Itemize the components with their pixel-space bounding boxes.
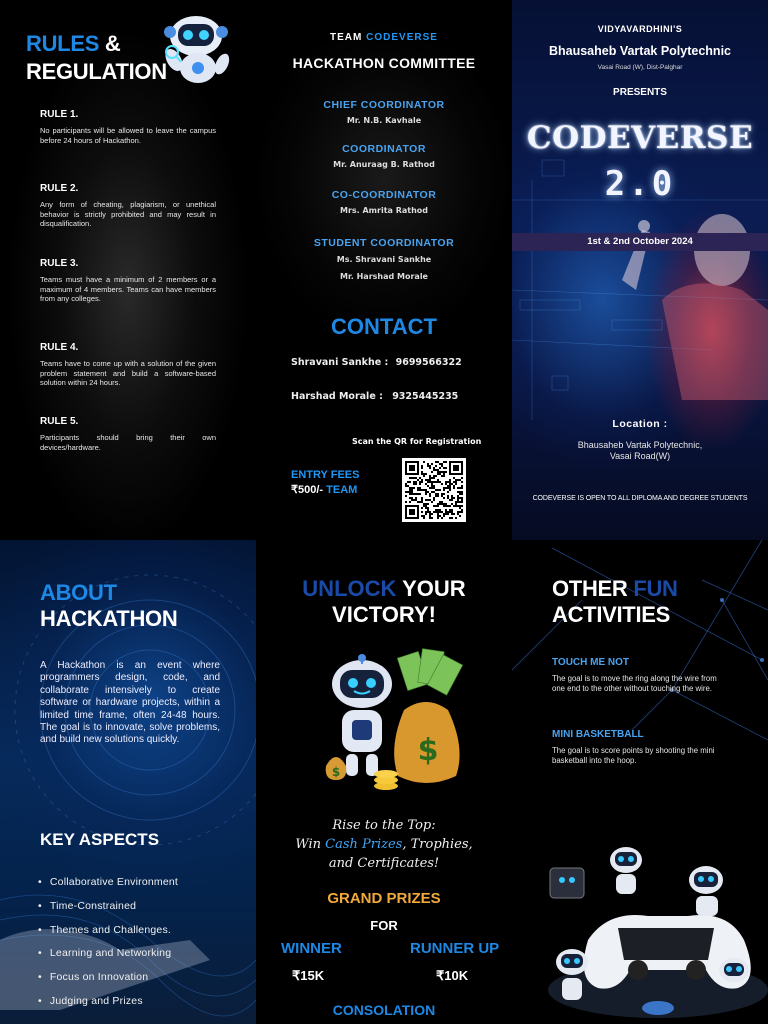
entry-fee-amount: ₹500/-: [291, 484, 324, 496]
rule-heading: RULE 4.: [40, 342, 79, 353]
unlock-title: [256, 576, 512, 628]
activity-description: The goal is to score points by shooting the mini basketball into the hoop.: [552, 746, 715, 765]
rule-item: [40, 416, 216, 452]
committee-role-block: [256, 189, 512, 215]
location-heading: Location :: [612, 418, 668, 430]
rule-item: [40, 342, 216, 388]
grand-prizes-title: GRAND PRIZES: [327, 890, 441, 907]
robots-game-controller-icon: [538, 820, 768, 1020]
trophies-word: , Trophies,: [402, 837, 473, 852]
contact-name: Shravani Sankhe :: [291, 357, 389, 368]
team-label: [256, 32, 512, 43]
consolation-label: CONSOLATION: [332, 1002, 436, 1018]
runner-up-label: RUNNER UP: [410, 940, 500, 957]
list-item: • Focus on Innovation: [38, 971, 178, 995]
team-name: CODEVERSE: [366, 32, 438, 43]
event-version: 2.0: [604, 164, 676, 204]
institute-line-1: VIDYAVARDHINI'S: [597, 24, 683, 34]
prizes-panel: [256, 540, 512, 1024]
about-description: A Hackathon is an event where programmers design, code, and collaborate intensively to create software or hardware projects, within a limited time frame, often 24-48 hours. The goal is to innovate, solve problems, and build new solutions quickly.: [40, 660, 220, 746]
eligibility-note: CODEVERSE IS OPEN TO ALL DIPLOMA AND DEGREE STUDENTS: [532, 495, 748, 502]
committee-role-block: [256, 99, 512, 125]
role-title: CO-COORDINATOR: [331, 189, 437, 201]
role-title: CHIEF COORDINATOR: [323, 99, 445, 111]
about-title-word: ABOUT: [40, 580, 117, 605]
rule-heading: RULE 1.: [40, 109, 79, 120]
cash-prizes-word: Cash Prizes: [325, 837, 403, 852]
location-line: Bhausaheb Vartak Polytechnic,: [577, 440, 703, 450]
fun-word: FUN: [633, 576, 678, 601]
person-name: Mr. Anuraag B. Rathod: [333, 160, 435, 169]
activities-panel: [512, 540, 768, 1024]
committee-role-block: [256, 143, 512, 169]
activities-title: [552, 576, 678, 628]
qr-code-icon: [405, 461, 463, 519]
other-word: OTHER: [552, 576, 628, 601]
cover-panel: [512, 0, 768, 540]
committee-panel: [256, 0, 512, 540]
unlock-word: UNLOCK: [302, 576, 397, 601]
list-item: • Collaborative Environment: [38, 876, 178, 900]
robot-money-bag-icon: [316, 648, 466, 798]
institute-address: Vasai Road (W), Dist-Palghar: [597, 64, 683, 71]
victory-word: VICTORY!: [332, 602, 436, 627]
rule-text: Participants should bring their own devices/hardware.: [40, 433, 216, 452]
svg-text:$: $: [417, 733, 439, 768]
list-item: • Themes and Challenges.: [38, 924, 178, 948]
entry-fee-unit: TEAM: [326, 484, 358, 496]
presents-label: PRESENTS: [613, 87, 667, 98]
regulation-title-word: REGULATION: [26, 59, 167, 84]
key-aspects-list: [38, 876, 178, 1019]
rise-word: Win: [295, 837, 321, 852]
rule-heading: RULE 5.: [40, 416, 79, 427]
team-word: TEAM: [330, 32, 363, 43]
rule-text: Teams must have a minimum of 2 members or a maximum of 4 members. Teams can have members from any colleges.: [40, 275, 216, 303]
rule-item: [40, 183, 216, 229]
contact-title: CONTACT: [331, 314, 437, 339]
rule-heading: RULE 3.: [40, 258, 79, 269]
rules-panel: [0, 0, 256, 540]
contact-phone[interactable]: 9325445235: [392, 391, 459, 402]
winner-amount: ₹15K: [292, 968, 325, 983]
list-item: • Learning and Networking: [38, 947, 178, 971]
winner-label: WINNER: [281, 940, 342, 957]
institute-name: Bhausaheb Vartak Polytechnic: [548, 44, 731, 58]
person-name: Mr. N.B. Kavhale: [346, 116, 422, 125]
hackathon-title-word: HACKATHON: [40, 606, 178, 631]
rules-title: [26, 30, 167, 86]
person-name: Mr. Harshad Morale: [340, 272, 428, 281]
rules-title-word: RULES: [26, 31, 100, 56]
about-title: [40, 580, 177, 632]
list-item: • Time-Constrained: [38, 900, 178, 924]
contact-phone[interactable]: 9699566322: [395, 357, 462, 368]
contact-row: [291, 391, 458, 402]
scan-qr-label: Scan the QR for Registration: [352, 437, 482, 446]
robot-mascot-icon: [150, 6, 240, 90]
rule-item: [40, 109, 216, 145]
activity-description: The goal is to move the ring along the wire from one end to the other without touching the wire.: [552, 674, 717, 693]
your-word: YOUR: [402, 576, 466, 601]
person-name: Ms. Shravani Sankhe: [336, 255, 432, 264]
committee-role-block: [256, 237, 512, 281]
runner-up-amount: ₹10K: [436, 968, 469, 983]
activity-title: TOUCH ME NOT: [552, 657, 630, 668]
for-label: FOR: [370, 918, 398, 933]
rule-item: [40, 258, 216, 304]
rule-text: Any form of cheating, plagiarism, or unethical behavior is strictly prohibited and may result in disqualification.: [40, 200, 216, 228]
contact-row: [291, 357, 462, 368]
activities-word: ACTIVITIES: [552, 602, 671, 627]
committee-title: HACKATHON COMMITTEE: [292, 55, 476, 71]
svg-text:$: $: [331, 765, 341, 779]
rules-title-amp: &: [104, 31, 121, 56]
role-title: COORDINATOR: [342, 143, 426, 155]
rise-line: and Certificates!: [328, 856, 440, 871]
entry-fees-label: ENTRY FEES: [291, 469, 360, 481]
location-line: Vasai Road(W): [609, 451, 671, 461]
rise-tagline: [256, 816, 512, 873]
event-title: CODEVERSE: [526, 120, 754, 156]
entry-fees: [291, 468, 359, 498]
location-text: [512, 440, 768, 462]
role-title: STUDENT COORDINATOR: [313, 237, 455, 249]
activity-title: MINI BASKETBALL: [552, 729, 644, 740]
key-aspects-title: KEY ASPECTS: [40, 830, 160, 849]
rule-heading: RULE 2.: [40, 183, 79, 194]
rule-text: Teams have to come up with a solution of the given problem statement and build a software-based solution within 24 hours.: [40, 359, 216, 387]
event-date: 1st & 2nd October 2024: [512, 233, 768, 251]
list-item: • Judging and Prizes: [38, 995, 178, 1019]
contact-name: Harshad Morale :: [291, 391, 383, 402]
rise-line: Rise to the Top:: [332, 818, 436, 833]
registration-qr-code[interactable]: [402, 458, 466, 522]
about-panel: [0, 540, 256, 1024]
rule-text: No participants will be allowed to leave the campus before 24 hours of Hackathon.: [40, 126, 216, 145]
person-name: Mrs. Amrita Rathod: [339, 206, 428, 215]
